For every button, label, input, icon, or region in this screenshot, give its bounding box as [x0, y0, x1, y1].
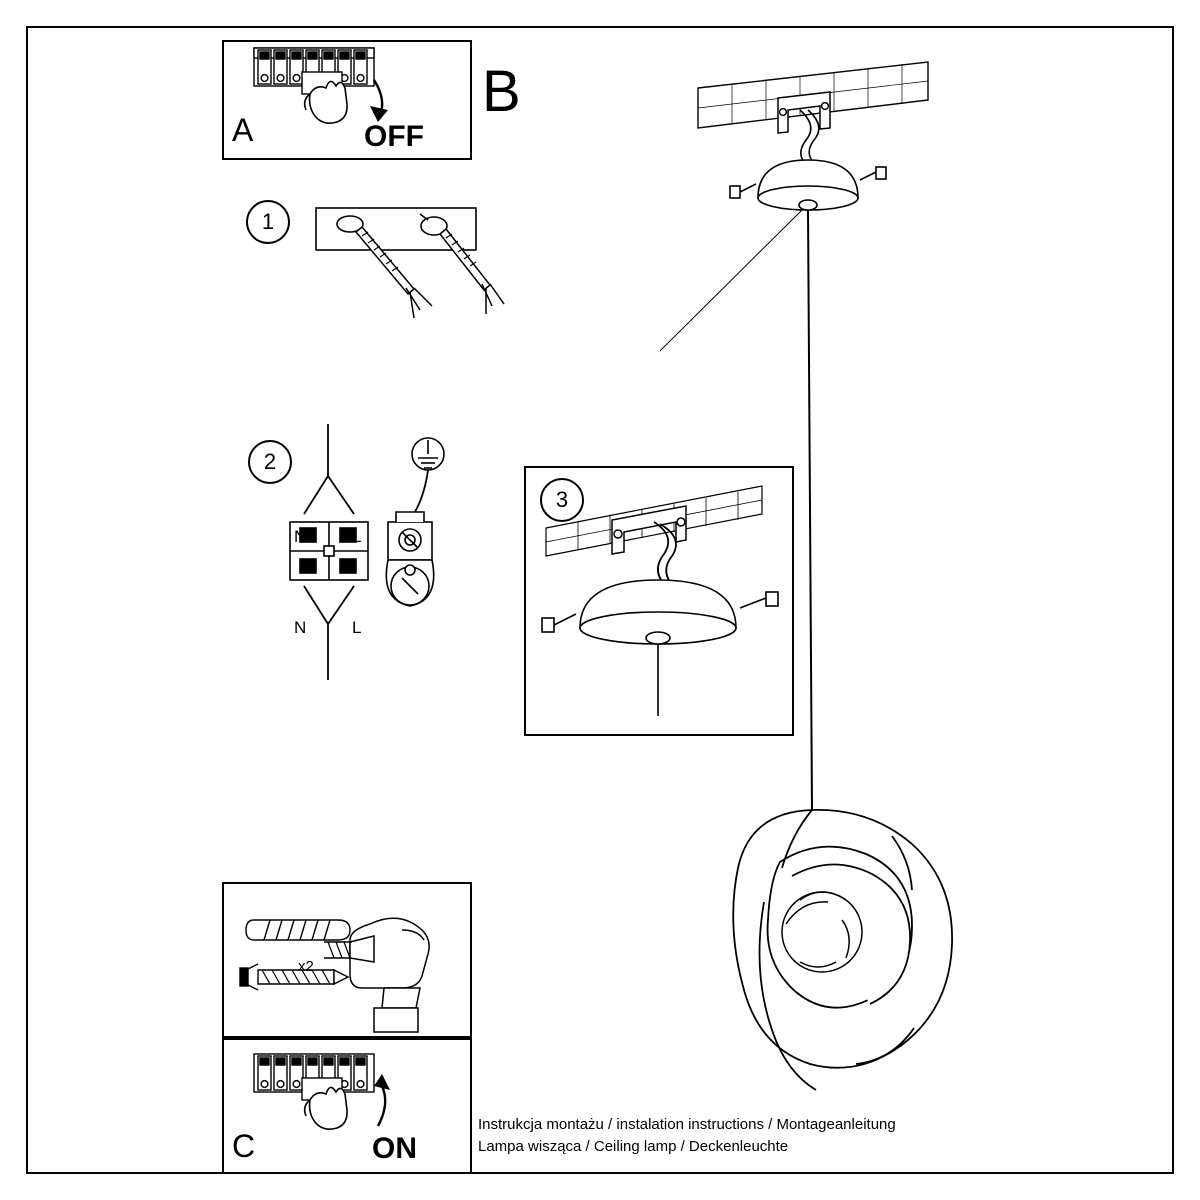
- wiring-label-n-top: N: [294, 527, 307, 546]
- earth-ground-icon: [412, 438, 444, 470]
- panel-drill: [222, 882, 472, 1038]
- step-2-drawing: [270, 418, 490, 718]
- step-1-badge: [246, 200, 290, 244]
- wiring-label-n-bottom: N: [294, 618, 307, 637]
- panel-c-action-label: ON: [372, 1132, 417, 1165]
- drill-drawing: [224, 884, 470, 1036]
- panel-a: [222, 40, 472, 160]
- step-1-number: 1: [261, 209, 275, 234]
- panel-b-letter: B: [482, 59, 521, 124]
- panel-a-letter: A: [232, 112, 254, 148]
- panel-a-drawing: [224, 42, 470, 158]
- wiring-label-l-top: L: [352, 527, 362, 546]
- panel-b-drawing: [660, 50, 1160, 1110]
- document-subtitle: Lampa wisząca / Ceiling lamp / Deckenleuchte: [478, 1138, 789, 1155]
- step-1-drawing: [300, 196, 550, 356]
- step-3-number: 3: [555, 487, 569, 512]
- panel-c-drawing: [224, 1040, 470, 1172]
- wiring-label-l-bottom: L: [352, 618, 362, 637]
- step-3-badge: [540, 478, 584, 522]
- document-title: Instrukcja montażu / instalation instructions / Montageanleitung: [478, 1116, 896, 1133]
- step-2-number: 2: [263, 449, 277, 474]
- panel-c: [222, 1038, 472, 1174]
- panel-a-action-label: OFF: [364, 120, 424, 153]
- dowel-quantity-label: x2: [298, 958, 314, 975]
- panel-c-letter: C: [232, 1128, 256, 1164]
